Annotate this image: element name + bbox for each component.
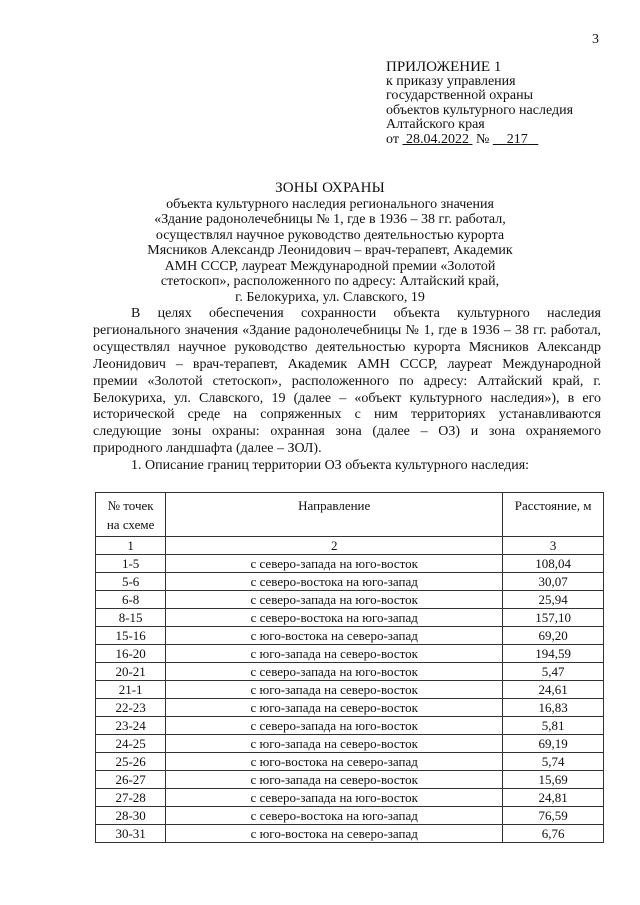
cell-distance: 69,19 — [503, 735, 604, 753]
column-header-direction: Направление — [166, 493, 503, 537]
title-line: Мясников Александр Леонидович – врач-терапевт, Академик — [147, 243, 513, 258]
cell-distance: 25,94 — [503, 591, 604, 609]
cell-distance: 24,61 — [503, 681, 604, 699]
table-row — [96, 825, 604, 843]
appendix-line: к приказу управления — [386, 73, 516, 89]
title-line: АМН СССР, лауреат Международной премии «Золотой — [164, 258, 496, 274]
table-row — [96, 681, 604, 699]
title-line: стетоскоп», расположенного по адресу: Алтайский край, — [160, 274, 500, 289]
cell-direction: с юго-запада на северо-восток — [166, 771, 503, 789]
body-paragraph: 1. Описание границ территории ОЗ объекта культурного наследия: — [131, 458, 530, 474]
cell-direction: с северо-запада на юго-восток — [166, 789, 503, 807]
cell-points: 16-20 — [96, 645, 166, 663]
appendix-line: объектов культурного наследия — [386, 102, 574, 118]
cell-direction: с юго-запада на северо-восток — [166, 735, 503, 753]
cell-distance: 194,59 — [503, 645, 604, 663]
order-number: 217 — [506, 131, 528, 147]
cell-points: 25-26 — [96, 753, 166, 771]
cell-direction: с юго-запада на северо-восток — [166, 699, 503, 717]
cell-points: 22-23 — [96, 699, 166, 717]
cell-direction: с северо-востока на юго-запад — [166, 807, 503, 825]
cell-direction: с юго-востока на северо-запад — [166, 627, 503, 645]
table-row — [96, 789, 604, 807]
cell-direction: с северо-востока на юго-запад — [166, 609, 503, 627]
column-index: 1 — [96, 537, 166, 555]
cell-points: 21-1 — [96, 681, 166, 699]
table-row — [96, 645, 604, 663]
cell-distance: 5,74 — [503, 753, 604, 771]
cell-points: 5-6 — [96, 573, 166, 591]
cell-direction: с юго-запада на северо-восток — [166, 645, 503, 663]
cell-distance: 5,47 — [503, 663, 604, 681]
table-row — [96, 717, 604, 735]
column-index: 2 — [166, 537, 503, 555]
table-row — [96, 753, 604, 771]
cell-direction: с северо-запада на юго-восток — [166, 555, 503, 573]
cell-distance: 76,59 — [503, 807, 604, 825]
cell-direction: с юго-востока на северо-запад — [166, 753, 503, 771]
appendix-line: Алтайского края — [386, 117, 485, 132]
cell-points: 1-5 — [96, 555, 166, 573]
title-line: «Здание радонолечебницы № 1, где в 1936 – 38 гг. работал, — [154, 212, 506, 227]
number-sign: № — [475, 131, 490, 147]
title-line: осуществлял научное руководство деятельностью курорта — [155, 227, 505, 243]
table-row — [96, 663, 604, 681]
date-prefix: от — [386, 131, 399, 147]
cell-distance: 16,83 — [503, 699, 604, 717]
table-row — [96, 735, 604, 753]
page-number: 3 — [592, 32, 599, 47]
column-index: 3 — [503, 537, 604, 555]
cell-points: 8-15 — [96, 609, 166, 627]
body-paragraph: В целях обеспечения сохранности объекта культурного наследия регионального значения «Здание радонолечебницы № 1, где в 1936 – 38 гг. работал, осуществлял научное руководство деятельностью курорта Мясников Александр Леонидович – врач-терапевт, Академик АМН СССР, лауреат Международной премии «Золотой стетоскоп», расположенного по адресу: Алтайский край, г. Белокуриха, ул. Славского, 19 (далее – «объект культурного наследия»), в его исторической среде на сопряженных с ним территориях устанавливаются следующие зоны охраны: охранная зона (далее – ОЗ) и зона охраняемого природного ландшафта (далее – ЗОЛ). — [93, 306, 601, 457]
column-header-distance: Расстояние, м — [503, 493, 604, 537]
cell-direction: с юго-востока на северо-запад — [166, 825, 503, 843]
cell-distance: 157,10 — [503, 609, 604, 627]
title-line: объекта культурного наследия регионального значения — [166, 196, 494, 212]
cell-points: 26-27 — [96, 771, 166, 789]
cell-points: 27-28 — [96, 789, 166, 807]
cell-direction: с северо-востока на юго-запад — [166, 573, 503, 591]
title-heading: ЗОНЫ ОХРАНЫ — [275, 180, 385, 196]
cell-distance: 15,69 — [503, 771, 604, 789]
cell-points: 23-24 — [96, 717, 166, 735]
document-title — [110, 181, 550, 305]
table-row — [96, 555, 604, 573]
table-row — [96, 573, 604, 591]
appendix-title: ПРИЛОЖЕНИЕ 1 — [386, 59, 502, 75]
appendix-line: государственной охраны — [386, 88, 534, 103]
cell-points: 6-8 — [96, 591, 166, 609]
table-row — [96, 699, 604, 717]
appendix-block — [386, 60, 573, 147]
cell-direction: с северо-запада на юго-восток — [166, 717, 503, 735]
cell-points: 30-31 — [96, 825, 166, 843]
table-row — [96, 771, 604, 789]
table-index-row — [96, 537, 604, 555]
zones-table — [95, 492, 604, 843]
cell-points: 20-21 — [96, 663, 166, 681]
order-date-line — [386, 133, 573, 148]
cell-direction: с северо-запада на юго-восток — [166, 663, 503, 681]
cell-distance: 108,04 — [503, 555, 604, 573]
cell-points: 28-30 — [96, 807, 166, 825]
table-row — [96, 609, 604, 627]
cell-distance: 24,81 — [503, 789, 604, 807]
table-row — [96, 591, 604, 609]
table-header-row — [96, 493, 604, 537]
cell-points: 15-16 — [96, 627, 166, 645]
cell-distance: 6,76 — [503, 825, 604, 843]
body-text — [93, 306, 601, 475]
order-date: 28.04.2022 — [405, 131, 469, 147]
table-row — [96, 627, 604, 645]
column-header-points: № точек на схеме — [96, 493, 166, 537]
cell-direction: с юго-запада на северо-восток — [166, 681, 503, 699]
title-line: г. Белокуриха, ул. Славского, 19 — [235, 289, 425, 305]
cell-distance: 30,07 — [503, 573, 604, 591]
table-row — [96, 807, 604, 825]
cell-distance: 5,81 — [503, 717, 604, 735]
cell-direction: с северо-запада на юго-восток — [166, 591, 503, 609]
cell-distance: 69,20 — [503, 627, 604, 645]
cell-points: 24-25 — [96, 735, 166, 753]
